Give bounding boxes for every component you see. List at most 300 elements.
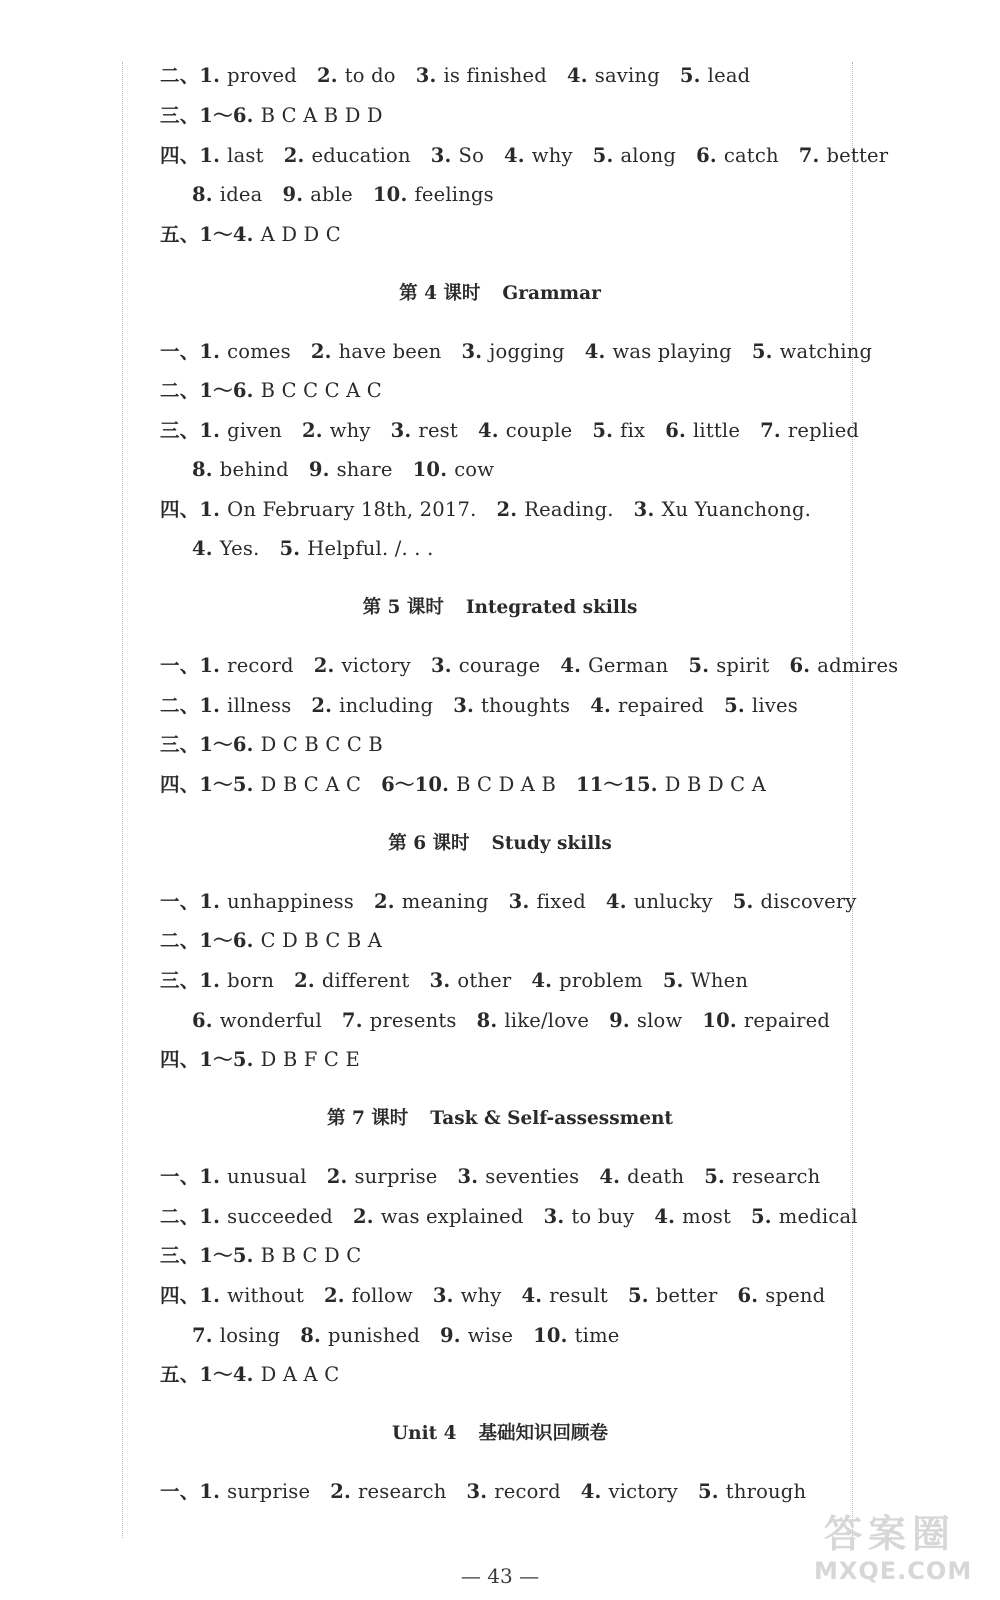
answer-number: 2. bbox=[496, 498, 518, 521]
answer-item bbox=[199, 694, 291, 717]
answer-number: 1. bbox=[199, 654, 221, 677]
answer-item bbox=[724, 694, 798, 717]
answer-number: 5. bbox=[279, 537, 301, 560]
answer-text: through bbox=[725, 1480, 807, 1503]
section-topic: 基础知识回顾卷 bbox=[478, 1423, 608, 1444]
answer-number: 2. bbox=[316, 64, 338, 87]
answer-number: 1. bbox=[199, 1284, 221, 1307]
answer-text: lives bbox=[751, 694, 798, 717]
answer-item bbox=[309, 458, 393, 481]
answer-item bbox=[433, 1284, 502, 1307]
answer-text: B C A B D D bbox=[260, 104, 383, 127]
answer-item bbox=[752, 340, 872, 363]
answer-text: education bbox=[311, 144, 411, 167]
answer-number: 10. bbox=[533, 1324, 568, 1347]
question-section-label: 一、 bbox=[160, 1165, 200, 1188]
answer-number: 2. bbox=[352, 1205, 374, 1228]
answer-item bbox=[504, 144, 573, 167]
question-section-label: 五、 bbox=[160, 223, 200, 246]
answer-text: last bbox=[227, 144, 264, 167]
answer-item bbox=[192, 1324, 280, 1347]
answer-number: 1～4. bbox=[199, 223, 254, 246]
question-section-label: 三、 bbox=[160, 419, 200, 442]
answer-item bbox=[324, 1284, 413, 1307]
answer-text: repaired bbox=[743, 1009, 831, 1032]
answer-item bbox=[576, 773, 766, 796]
answer-text: lead bbox=[707, 64, 751, 87]
answer-number: 4. bbox=[521, 1284, 543, 1307]
answer-text: other bbox=[457, 969, 512, 992]
answer-number: 5. bbox=[592, 144, 614, 167]
answer-number: 1～5. bbox=[199, 1244, 254, 1267]
answer-number: 1～6. bbox=[199, 104, 254, 127]
answer-number: 3. bbox=[543, 1205, 565, 1228]
question-section-label: 三、 bbox=[160, 733, 200, 756]
answer-line bbox=[160, 694, 798, 718]
answer-text: B B C D C bbox=[260, 1244, 362, 1267]
answer-item bbox=[199, 144, 263, 167]
answer-item bbox=[199, 1048, 359, 1071]
answer-text: unlucky bbox=[633, 890, 713, 913]
answer-number: 3. bbox=[633, 498, 655, 521]
answer-item bbox=[531, 969, 642, 992]
answer-number: 3. bbox=[466, 1480, 488, 1503]
answer-text: better bbox=[826, 144, 889, 167]
answer-text: time bbox=[574, 1324, 620, 1347]
answer-item bbox=[199, 498, 476, 521]
answer-line bbox=[192, 1009, 830, 1033]
answer-number: 3. bbox=[429, 969, 451, 992]
answer-item bbox=[654, 1205, 731, 1228]
answer-text: Helpful. /. . . bbox=[307, 537, 434, 560]
answer-text: couple bbox=[505, 419, 573, 442]
answer-item bbox=[453, 694, 570, 717]
answer-item bbox=[199, 1480, 310, 1503]
answer-line bbox=[160, 104, 383, 128]
answer-text: thoughts bbox=[481, 694, 571, 717]
answer-item bbox=[440, 1324, 513, 1347]
answer-line bbox=[192, 1324, 620, 1348]
answer-number: 9. bbox=[282, 183, 304, 206]
answer-item bbox=[431, 654, 540, 677]
answer-item bbox=[284, 144, 411, 167]
answer-number: 2. bbox=[313, 654, 335, 677]
answer-item bbox=[199, 419, 282, 442]
question-section-label: 一、 bbox=[160, 340, 200, 363]
section-lesson: 第 4 课时 bbox=[399, 283, 481, 304]
answer-text: most bbox=[682, 1205, 732, 1228]
answer-item bbox=[416, 64, 547, 87]
answer-item bbox=[330, 1480, 446, 1503]
answer-item bbox=[751, 1205, 858, 1228]
answer-text: Reading. bbox=[524, 498, 614, 521]
answer-number: 2. bbox=[311, 694, 333, 717]
answer-item bbox=[585, 340, 732, 363]
answer-text: A D D C bbox=[260, 223, 341, 246]
answer-text: losing bbox=[219, 1324, 281, 1347]
answer-text: victory bbox=[608, 1480, 679, 1503]
answer-number: 4. bbox=[192, 537, 213, 560]
question-section-label: 四、 bbox=[160, 1048, 200, 1071]
page-number: — 43 — bbox=[460, 1564, 540, 1588]
answer-item bbox=[509, 890, 586, 913]
answer-number: 2. bbox=[330, 1480, 352, 1503]
answer-item bbox=[192, 537, 260, 560]
answer-text: German bbox=[588, 654, 669, 677]
answer-text: Xu Yuanchong. bbox=[661, 498, 812, 521]
answer-text: Yes. bbox=[219, 537, 260, 560]
answer-number: 1. bbox=[199, 64, 221, 87]
answer-item bbox=[199, 1284, 304, 1307]
answer-number: 1. bbox=[199, 1480, 221, 1503]
answer-text: given bbox=[227, 419, 283, 442]
answer-text: is finished bbox=[443, 64, 547, 87]
answer-line bbox=[160, 1284, 825, 1308]
answer-item bbox=[300, 1324, 420, 1347]
question-section-label: 一、 bbox=[160, 654, 200, 677]
answer-text: behind bbox=[219, 458, 289, 481]
section-lesson: 第 6 课时 bbox=[388, 833, 470, 854]
answer-text: slow bbox=[636, 1009, 683, 1032]
answer-number: 9. bbox=[440, 1324, 461, 1347]
answer-number: 4. bbox=[654, 1205, 676, 1228]
answer-number: 5. bbox=[751, 340, 773, 363]
answer-number: 4. bbox=[566, 64, 588, 87]
answer-text: along bbox=[620, 144, 677, 167]
answer-text: cow bbox=[454, 458, 495, 481]
answer-number: 3. bbox=[457, 1165, 479, 1188]
answer-line bbox=[192, 458, 494, 482]
answer-text: problem bbox=[559, 969, 643, 992]
answer-text: admires bbox=[817, 654, 899, 677]
answer-number: 6. bbox=[737, 1284, 759, 1307]
answer-text: repaired bbox=[617, 694, 705, 717]
watermark-logo bbox=[814, 1512, 990, 1592]
answer-item bbox=[199, 733, 382, 756]
answer-item bbox=[522, 1284, 608, 1307]
answer-number: 1. bbox=[199, 498, 221, 521]
answer-item bbox=[609, 1009, 682, 1032]
answer-text: unusual bbox=[227, 1165, 307, 1188]
answer-item bbox=[199, 773, 361, 796]
answer-number: 4. bbox=[531, 969, 553, 992]
answer-text: watching bbox=[779, 340, 873, 363]
answer-text: why bbox=[329, 419, 371, 442]
answer-text: illness bbox=[227, 694, 292, 717]
answer-number: 1～4. bbox=[199, 1363, 254, 1386]
answer-item bbox=[413, 458, 494, 481]
question-section-label: 二、 bbox=[160, 694, 200, 717]
answer-item bbox=[199, 223, 341, 246]
answer-number: 4. bbox=[560, 654, 582, 677]
answer-item bbox=[311, 340, 442, 363]
answer-text: wise bbox=[467, 1324, 514, 1347]
answer-number: 6～10. bbox=[381, 773, 450, 796]
answer-line bbox=[160, 969, 748, 993]
question-section-label: 四、 bbox=[160, 773, 200, 796]
answer-item bbox=[199, 340, 290, 363]
answer-item bbox=[458, 1165, 580, 1188]
answer-text: presents bbox=[369, 1009, 457, 1032]
answer-item bbox=[567, 64, 660, 87]
answer-text: victory bbox=[341, 654, 411, 677]
answer-text: So bbox=[458, 144, 485, 167]
answer-line bbox=[160, 379, 382, 403]
answer-text: surprise bbox=[227, 1480, 311, 1503]
question-section-label: 二、 bbox=[160, 64, 200, 87]
answer-text: discovery bbox=[760, 890, 857, 913]
answer-item bbox=[592, 419, 645, 442]
answer-number: 8. bbox=[476, 1009, 498, 1032]
answer-item bbox=[199, 1363, 339, 1386]
answer-number: 1. bbox=[199, 1165, 221, 1188]
section-topic: Task & Self-assessment bbox=[430, 1108, 673, 1129]
answer-text: D A A C bbox=[260, 1363, 340, 1386]
answer-number: 5. bbox=[688, 654, 710, 677]
answer-text: B C D A B bbox=[456, 773, 557, 796]
answer-text: different bbox=[321, 969, 410, 992]
section-title bbox=[0, 1107, 1000, 1131]
answer-text: C D B C B A bbox=[260, 929, 383, 952]
answer-item bbox=[199, 654, 293, 677]
answer-number: 1～6. bbox=[199, 733, 254, 756]
answer-number: 3. bbox=[432, 1284, 454, 1307]
answer-number: 3. bbox=[453, 694, 475, 717]
answer-item bbox=[192, 183, 262, 206]
answer-item bbox=[704, 1165, 820, 1188]
section-title bbox=[0, 282, 1000, 306]
answer-number: 10. bbox=[412, 458, 448, 481]
answer-item bbox=[430, 969, 512, 992]
answer-number: 1～5. bbox=[199, 773, 254, 796]
answer-number: 2. bbox=[302, 419, 323, 442]
answer-number: 3. bbox=[461, 340, 483, 363]
answer-item bbox=[374, 890, 489, 913]
answer-item bbox=[738, 1284, 826, 1307]
answer-item bbox=[302, 419, 371, 442]
answer-line bbox=[160, 340, 872, 364]
answer-text: D B C A C bbox=[260, 773, 362, 796]
answer-item bbox=[599, 1165, 684, 1188]
answer-item bbox=[192, 458, 289, 481]
answer-number: 9. bbox=[609, 1009, 630, 1032]
answer-line bbox=[160, 773, 766, 797]
answer-number: 2. bbox=[324, 1284, 345, 1307]
answer-item bbox=[282, 183, 352, 206]
answer-item bbox=[314, 654, 411, 677]
answer-item bbox=[199, 64, 297, 87]
answer-text: unhappiness bbox=[227, 890, 354, 913]
answer-text: record bbox=[227, 654, 294, 677]
answer-number: 5. bbox=[698, 1480, 719, 1503]
answer-text: was playing bbox=[612, 340, 732, 363]
answer-text: share bbox=[336, 458, 393, 481]
answer-number: 7. bbox=[798, 144, 820, 167]
answer-item bbox=[665, 419, 740, 442]
answer-text: punished bbox=[328, 1324, 421, 1347]
answer-number: 4. bbox=[580, 1480, 602, 1503]
answer-number: 3. bbox=[390, 419, 412, 442]
answer-text: On February 18th, 2017. bbox=[227, 498, 477, 521]
answer-number: 1～6. bbox=[199, 929, 254, 952]
answer-number: 4. bbox=[599, 1165, 621, 1188]
answer-item bbox=[199, 1205, 333, 1228]
answer-item bbox=[199, 890, 354, 913]
answer-item bbox=[462, 340, 565, 363]
answer-line bbox=[160, 890, 857, 914]
answer-item bbox=[533, 1324, 619, 1347]
answer-text: including bbox=[339, 694, 434, 717]
answer-number: 3. bbox=[415, 64, 437, 87]
answer-line bbox=[192, 537, 434, 561]
answer-text: When bbox=[690, 969, 749, 992]
answer-item bbox=[560, 654, 668, 677]
answer-number: 5. bbox=[627, 1284, 649, 1307]
answer-line bbox=[160, 419, 859, 443]
answer-line bbox=[160, 654, 898, 678]
answer-item bbox=[606, 890, 713, 913]
answer-text: idea bbox=[219, 183, 263, 206]
answer-text: courage bbox=[458, 654, 541, 677]
answer-line bbox=[160, 1048, 360, 1072]
answer-text: surprise bbox=[354, 1165, 438, 1188]
answer-number: 1～6. bbox=[199, 379, 254, 402]
answer-item bbox=[680, 64, 750, 87]
answer-item bbox=[496, 498, 613, 521]
section-lesson: Unit 4 bbox=[392, 1423, 457, 1444]
answer-line bbox=[160, 733, 383, 757]
answer-text: record bbox=[494, 1480, 561, 1503]
answer-item bbox=[199, 104, 382, 127]
answer-number: 6. bbox=[192, 1009, 213, 1032]
answer-line bbox=[160, 498, 811, 522]
answer-number: 1. bbox=[199, 419, 221, 442]
answer-item bbox=[199, 379, 382, 402]
answer-line bbox=[160, 223, 341, 247]
answer-number: 1～5. bbox=[199, 1048, 254, 1071]
answer-number: 4. bbox=[590, 694, 611, 717]
answer-line bbox=[192, 183, 494, 207]
answer-number: 5. bbox=[732, 890, 754, 913]
answer-text: research bbox=[358, 1480, 447, 1503]
answer-number: 9. bbox=[308, 458, 330, 481]
watermark-url: MXQE.COM bbox=[814, 1557, 973, 1585]
question-section-label: 五、 bbox=[160, 1363, 200, 1386]
answer-number: 1. bbox=[199, 694, 221, 717]
question-section-label: 四、 bbox=[160, 1284, 200, 1307]
answer-text: catch bbox=[723, 144, 779, 167]
answer-item bbox=[702, 1009, 830, 1032]
answer-number: 4. bbox=[477, 419, 499, 442]
answer-text: little bbox=[692, 419, 741, 442]
answer-number: 4. bbox=[605, 890, 627, 913]
answer-text: without bbox=[227, 1284, 305, 1307]
answer-number: 5. bbox=[679, 64, 701, 87]
answer-item bbox=[590, 694, 704, 717]
answer-number: 3. bbox=[430, 654, 452, 677]
question-section-label: 三、 bbox=[160, 104, 200, 127]
answer-number: 5. bbox=[662, 969, 684, 992]
answer-text: research bbox=[731, 1165, 821, 1188]
answer-item bbox=[431, 144, 484, 167]
answer-item bbox=[294, 969, 410, 992]
answer-text: jogging bbox=[489, 340, 565, 363]
answer-text: fixed bbox=[536, 890, 586, 913]
answer-text: replied bbox=[787, 419, 860, 442]
answer-number: 7. bbox=[192, 1324, 213, 1347]
answer-text: saving bbox=[594, 64, 660, 87]
answer-item bbox=[733, 890, 857, 913]
question-section-label: 四、 bbox=[160, 498, 200, 521]
answer-text: spirit bbox=[716, 654, 770, 677]
answer-item bbox=[199, 969, 274, 992]
question-section-label: 二、 bbox=[160, 379, 200, 402]
answer-line bbox=[160, 144, 888, 168]
section-topic: Grammar bbox=[502, 283, 601, 304]
answer-text: why bbox=[460, 1284, 502, 1307]
answer-item bbox=[628, 1284, 718, 1307]
answer-number: 1. bbox=[199, 1205, 221, 1228]
answer-item bbox=[698, 1480, 806, 1503]
answer-text: fix bbox=[620, 419, 646, 442]
answer-text: why bbox=[531, 144, 573, 167]
answer-number: 11～15. bbox=[576, 773, 658, 796]
section-lesson: 第 5 课时 bbox=[362, 597, 444, 618]
answer-line bbox=[160, 929, 382, 953]
answer-number: 4. bbox=[504, 144, 525, 167]
answer-text: death bbox=[627, 1165, 685, 1188]
section-lesson: 第 7 课时 bbox=[327, 1108, 409, 1129]
answer-item bbox=[199, 1165, 306, 1188]
answer-text: seventies bbox=[485, 1165, 580, 1188]
section-topic: Study skills bbox=[491, 833, 612, 854]
question-section-label: 二、 bbox=[160, 929, 200, 952]
answer-item bbox=[342, 1009, 457, 1032]
answer-text: like/love bbox=[504, 1009, 590, 1032]
answer-item bbox=[799, 144, 889, 167]
answer-text: have been bbox=[338, 340, 442, 363]
answer-item bbox=[593, 144, 676, 167]
answer-text: D B D C A bbox=[664, 773, 766, 796]
answer-number: 7. bbox=[341, 1009, 363, 1032]
answer-item bbox=[663, 969, 748, 992]
answer-number: 6. bbox=[665, 419, 686, 442]
answer-text: B C C C A C bbox=[260, 379, 382, 402]
answer-number: 1. bbox=[199, 969, 221, 992]
answer-number: 3. bbox=[430, 144, 452, 167]
answer-line bbox=[160, 1205, 858, 1229]
answer-number: 10. bbox=[702, 1009, 737, 1032]
answer-line bbox=[160, 1363, 339, 1387]
question-section-label: 二、 bbox=[160, 1205, 200, 1228]
answer-item bbox=[199, 1244, 361, 1267]
answer-text: comes bbox=[227, 340, 291, 363]
question-section-label: 三、 bbox=[160, 969, 200, 992]
answer-item bbox=[634, 498, 811, 521]
answer-number: 1. bbox=[199, 340, 221, 363]
section-title bbox=[0, 596, 1000, 620]
answer-item bbox=[327, 1165, 438, 1188]
answer-item bbox=[688, 654, 769, 677]
answer-item bbox=[373, 183, 494, 206]
answer-line bbox=[160, 1165, 820, 1189]
answer-text: proved bbox=[227, 64, 297, 87]
answer-item bbox=[199, 929, 382, 952]
answer-number: 6. bbox=[696, 144, 717, 167]
answer-number: 2. bbox=[326, 1165, 348, 1188]
answer-item bbox=[760, 419, 859, 442]
answer-text: spend bbox=[765, 1284, 826, 1307]
